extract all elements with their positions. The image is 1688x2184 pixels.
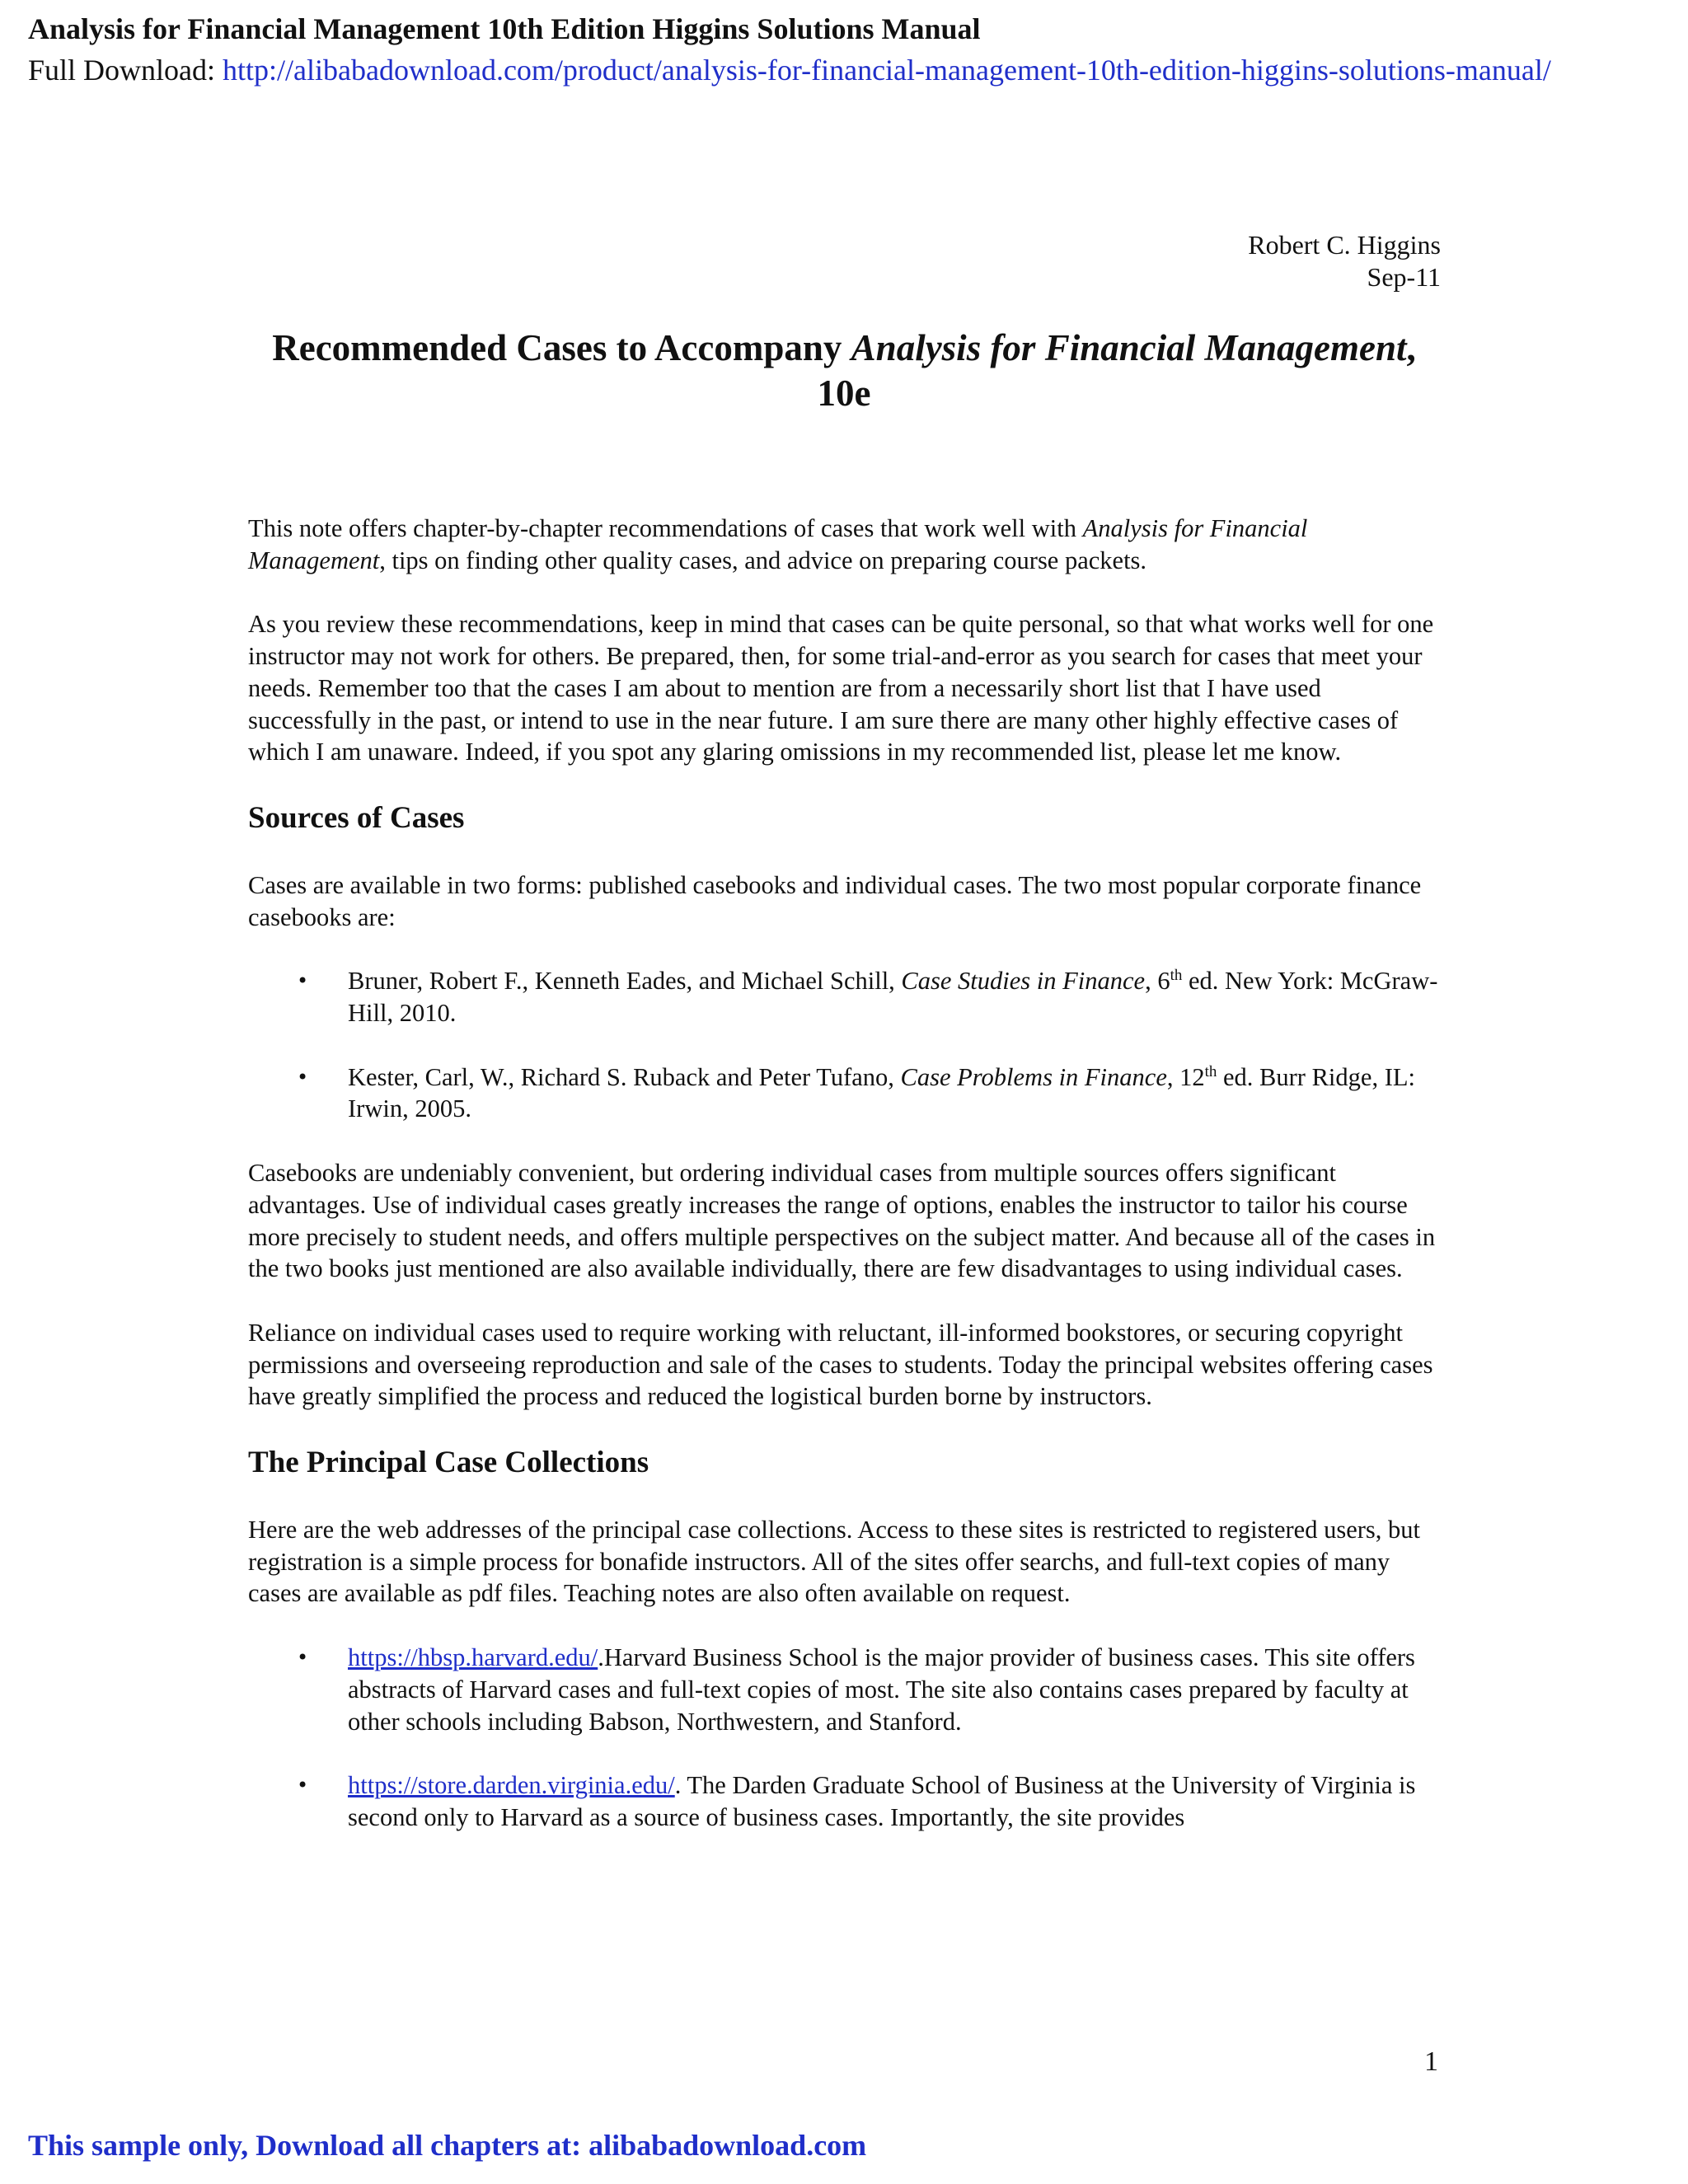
casebook-edition-suffix: th <box>1204 1062 1217 1080</box>
download-label: Full Download: <box>28 54 223 87</box>
casebook-title: Case Studies in Finance <box>901 967 1146 996</box>
collections-paragraph-1: Here are the web addresses of the principal case collections. Access to these sites is restricted to registered users, but registration is a simple process for bonafide instructors. All of the sites offer searchs, and full-text copies of many cases are available as pdf files. Teaching notes are also often available on request. <box>248 1516 1420 1608</box>
bullet-icon: • <box>297 1646 309 1670</box>
document-date: Sep-11 <box>1367 262 1441 292</box>
sources-heading: Sources of Cases <box>248 800 465 835</box>
title-suffix: , 10e <box>817 327 1416 414</box>
case-site-item <box>248 1769 1443 1833</box>
title-prefix: Recommended Cases to Accompany <box>272 327 851 368</box>
bullet-icon: • <box>297 1774 309 1797</box>
intro-text: This note offers chapter-by-chapter recommendations of cases that work well with <box>248 514 1083 542</box>
case-site-description: . The Darden Graduate School of Business at the University of Virginia is second only to Harvard as a source of business cases. Importantly, the site provides <box>348 1771 1416 1831</box>
intro-paragraph-1 <box>248 513 1443 576</box>
casebook-edition: , 12 <box>1166 1062 1205 1091</box>
bullet-icon: • <box>297 969 309 993</box>
sources-paragraph-3: Reliance on individual cases used to require working with reluctant, ill-informed bookstores, or securing copyright permissions and overseeing reproduction and sale of the cases to students. Today the principal websites offering cases have greatly simplified the process and reduced the logistical burden borne by instructors. <box>248 1318 1433 1411</box>
harvard-link[interactable]: https://hbsp.harvard.edu/ <box>348 1643 598 1672</box>
document-title <box>247 326 1441 416</box>
casebook-publisher: ed. New York: McGraw-Hill, 2010. <box>348 967 1438 1028</box>
casebook-item <box>248 965 1443 1029</box>
bullet-icon: • <box>297 1065 309 1089</box>
sources-paragraph-2: Casebooks are undeniably convenient, but ordering individual cases from multiple sources offers significant advantages. Use of individual cases greatly increases the range of options, enables the instructor to tailor his course more precisely to student needs, and offers multiple perspectives on the subject matter. And because all of the cases in the two books just mentioned are also available individually, there are few disadvantages to using individual cases. <box>248 1159 1436 1283</box>
title-book-name: Analysis for Financial Management <box>851 327 1407 368</box>
casebook-edition-suffix: th <box>1170 967 1183 985</box>
casebook-item <box>248 1062 1443 1125</box>
banner-title: Analysis for Financial Management 10th Edition Higgins Solutions Manual <box>28 12 981 45</box>
casebook-edition: , 6 <box>1145 967 1170 996</box>
case-site-item <box>248 1642 1443 1737</box>
author-block <box>1248 229 1441 293</box>
case-site-list <box>248 1642 1443 1834</box>
collections-heading: The Principal Case Collections <box>248 1446 649 1480</box>
sources-paragraph-1: Cases are available in two forms: published casebooks and individual cases. The two most popular corporate finance casebooks are: <box>248 870 1422 931</box>
casebook-title: Case Problems in Finance <box>900 1062 1167 1091</box>
case-site-description: .Harvard Business School is the major provider of business cases. This site offers abstracts of Harvard cases and full-text copies of most. The site also contains cases prepared by faculty at other schools including Babson, Northwestern, and Stanford. <box>348 1643 1415 1736</box>
banner-download-line <box>28 53 1551 87</box>
casebook-authors: Kester, Carl, W., Richard S. Ruback and Peter Tufano, <box>348 1062 901 1091</box>
intro-text-continued: , tips on finding other quality cases, and advice on preparing course packets. <box>379 546 1147 574</box>
page-number: 1 <box>1424 2046 1438 2077</box>
footer-banner: This sample only, Download all chapters at: alibabadownload.com <box>28 2129 867 2162</box>
intro-book-title: Analysis for Financial Management <box>248 514 1308 574</box>
darden-link[interactable]: https://store.darden.virginia.edu/ <box>348 1771 675 1800</box>
author-name: Robert C. Higgins <box>1248 230 1441 260</box>
casebook-list <box>248 965 1443 1125</box>
document-body <box>248 513 1443 1866</box>
casebook-publisher: ed. Burr Ridge, IL: Irwin, 2005. <box>348 1062 1415 1123</box>
download-link[interactable]: http://alibabadownload.com/product/analysis-for-financial-management-10th-edition-higgins-solutions-manual/ <box>223 54 1551 87</box>
intro-paragraph-2: As you review these recommendations, keep in mind that cases can be quite personal, so that what works well for one instructor may not work for others. Be prepared, then, for some trial-and-error as you search for cases that meet your needs. Remember too that the cases I am about to mention are from a necessarily short list that I have used successfully in the past, or intend to use in the near future. I am sure there are many other highly effective cases of which I am unaware. Indeed, if you spot any glaring omissions in my recommended list, please let me know. <box>248 610 1434 766</box>
casebook-authors: Bruner, Robert F., Kenneth Eades, and Michael Schill, <box>348 967 902 996</box>
